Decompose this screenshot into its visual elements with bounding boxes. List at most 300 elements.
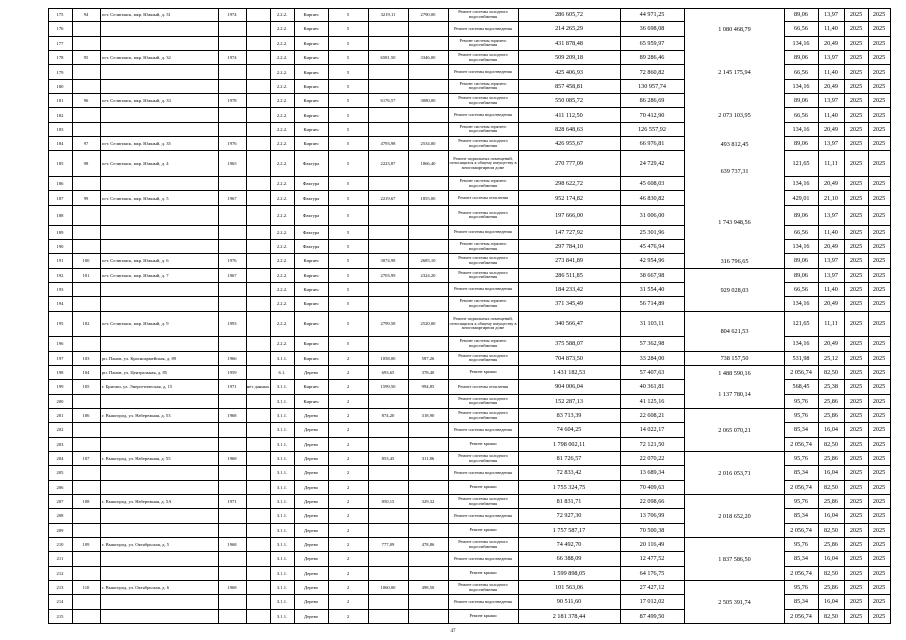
cell-address <box>100 123 218 136</box>
cell-address: г. Вышгород, ул. Набережная, д. 55 <box>102 456 171 462</box>
cell-unit-cost: 13 689,34 <box>639 469 665 477</box>
cell-address <box>100 509 218 522</box>
cell-area-total <box>368 466 408 479</box>
cell-unit-cost: 17 012,02 <box>639 598 665 606</box>
cell-year: 1976 <box>227 141 237 147</box>
cell-area-total: 1599,50 <box>380 384 396 390</box>
cell-floors: 5 <box>346 341 350 347</box>
cell-price-2: 20,49 <box>824 300 838 308</box>
cell-year <box>218 123 246 136</box>
cell-material: Кирпич <box>303 398 319 404</box>
cell-year: 1968 <box>227 542 237 548</box>
cell-price-2: 82,50 <box>824 569 838 577</box>
cell-area-total: 1060,00 <box>380 585 396 591</box>
cell-work-type: Ремонт крыши <box>469 483 497 489</box>
cell-address <box>100 524 218 537</box>
cell-number: 213 <box>56 585 64 591</box>
column-divider <box>620 8 621 624</box>
cell-work-type: Ремонт системы водоотведения <box>454 68 512 74</box>
cell-area-living <box>408 337 448 350</box>
cell-floors: 2 <box>346 456 350 462</box>
cell-floors: 2 <box>346 413 350 419</box>
cell-floors: 2 <box>346 613 350 619</box>
cell-year <box>218 297 246 310</box>
cell-building-total: 2 145 175,94 <box>685 52 784 94</box>
cell-area-living <box>408 297 448 310</box>
cell-area-total <box>368 610 408 623</box>
cell-note <box>246 366 270 379</box>
cell-price-2: 82,50 <box>824 612 838 620</box>
cell-area-total <box>368 423 408 436</box>
cell-year-start: 2025 <box>849 271 863 279</box>
cell-category: 3.1.1. <box>276 441 288 447</box>
cell-price-1: 531,98 <box>792 354 810 362</box>
cell-address <box>100 610 218 623</box>
cell-year: 1968 <box>227 456 237 462</box>
cell-unit-cost: 56 714,89 <box>639 300 665 308</box>
cell-floors: 5 <box>346 55 350 61</box>
cell-year-start: 2025 <box>849 243 863 251</box>
cell-note <box>246 395 270 408</box>
cell-area-living: 587,26 <box>421 355 435 361</box>
cell-price-2: 11,40 <box>824 111 838 119</box>
cell-work-type: Ремонт системы холодного водоснабжения <box>458 138 508 148</box>
cell-price-1: 66,56 <box>794 25 808 33</box>
cell-note <box>246 137 270 150</box>
cell-building-index <box>72 297 100 310</box>
cell-year: 1967 <box>227 195 237 201</box>
cell-cost: 904 006,04 <box>555 383 583 391</box>
cell-price-2: 13,97 <box>824 11 838 19</box>
column-divider <box>890 8 891 624</box>
cell-note <box>246 509 270 522</box>
cell-address <box>100 567 218 580</box>
cell-area-total: 2223,87 <box>380 161 396 167</box>
cell-year <box>218 552 246 565</box>
cell-cost: 1 431 182,53 <box>552 369 586 377</box>
cell-area-total <box>368 438 408 451</box>
cell-year-start: 2025 <box>849 354 863 362</box>
cell-building-total: 2 065 070,21 <box>685 409 784 451</box>
cell-note <box>246 37 270 50</box>
cell-unit-cost: 25 301,96 <box>639 228 665 236</box>
cell-price-1: 121,65 <box>792 320 810 328</box>
cell-material: Дерево <box>304 613 318 619</box>
cell-area-total <box>368 509 408 522</box>
cell-work-type: Ремонт системы отопления <box>458 194 508 200</box>
cell-address: г. Вышгород, ул. Октябрьская, д. 6 <box>102 585 170 591</box>
cell-floors: 5 <box>346 69 350 75</box>
cell-work-type: Ремонт системы холодного водоснабжения <box>458 539 508 549</box>
cell-category: 3.1.1. <box>276 570 288 576</box>
cell-unit-cost: 126 557,92 <box>638 125 666 133</box>
cell-cost: 147 727,92 <box>555 228 583 236</box>
cell-building-total: 1 743 948,56 <box>685 192 784 254</box>
cell-cost: 1 599 898,05 <box>552 569 586 577</box>
cell-area-living <box>408 595 448 608</box>
cell-building-index <box>72 337 100 350</box>
cell-year-end: 2025 <box>872 243 886 251</box>
cell-price-2: 25,86 <box>824 455 838 463</box>
cell-work-type: Ремонт системы холодного водоснабжения <box>458 209 508 220</box>
cell-year-start: 2025 <box>849 469 863 477</box>
cell-price-1: 2 056,74 <box>790 440 812 448</box>
cell-year-end: 2025 <box>872 369 886 377</box>
cell-unit-cost: 12 477,52 <box>639 555 665 563</box>
cell-area-total: 2799,58 <box>380 321 396 327</box>
cell-cost: 83 713,39 <box>556 412 582 420</box>
cell-floors: 2 <box>346 384 350 390</box>
cell-year-end: 2025 <box>872 383 886 391</box>
cell-material: Дерево <box>304 427 318 433</box>
cell-area-total: 3074,98 <box>380 258 396 264</box>
cell-note <box>246 240 270 253</box>
cell-number: 178 <box>56 55 64 61</box>
cell-area-living <box>408 240 448 253</box>
cell-unit-cost: 45 608,03 <box>639 180 665 188</box>
cell-area-living: 3080,00 <box>420 98 436 104</box>
cell-year <box>218 423 246 436</box>
cell-price-1: 95,76 <box>794 584 808 592</box>
cell-cost: 425 406,93 <box>555 68 583 76</box>
cell-area-living <box>408 552 448 565</box>
cell-floors: 5 <box>346 181 350 187</box>
cell-number: 210 <box>56 542 64 548</box>
cell-material: Фактура <box>302 161 320 167</box>
cell-floors: 2 <box>346 513 350 519</box>
cell-building-index: 98 <box>83 161 89 167</box>
cell-year-end: 2025 <box>872 82 886 90</box>
cell-work-type: Ремонт системы горячего водоснабжения <box>459 80 507 91</box>
cell-material: Дерево <box>304 513 318 519</box>
cell-floors: 5 <box>346 141 350 147</box>
cell-year-end: 2025 <box>872 555 886 563</box>
cell-area-total: 874,20 <box>381 413 395 419</box>
cell-address: пгт. Селигинск, мкр. Южный, д. 33 <box>102 98 171 104</box>
cell-floors: 5 <box>346 287 350 293</box>
cell-number: 180 <box>56 83 64 89</box>
cell-area-living: 994,85 <box>421 384 435 390</box>
column-divider <box>868 8 869 624</box>
cell-floors: 5 <box>346 126 350 132</box>
cell-year-start: 2025 <box>849 526 863 534</box>
cell-work-type: Ремонт системы холодного водоснабжения <box>458 9 508 19</box>
cell-year-start: 2025 <box>849 397 863 405</box>
cell-category: 2.2.2. <box>276 301 288 307</box>
cell-year <box>218 226 246 239</box>
cell-year-start: 2025 <box>849 320 863 328</box>
cell-unit-cost: 20 116,49 <box>639 541 665 549</box>
cell-year-end: 2025 <box>872 25 886 33</box>
cell-cost: 411 112,50 <box>555 111 583 119</box>
cell-area-living <box>408 226 448 239</box>
cell-work-type: Ремонт системы холодного водоснабжения <box>458 496 508 506</box>
cell-building-index: 100 <box>82 258 90 264</box>
cell-cost: 72 833,42 <box>556 469 582 477</box>
cell-material: Дерево <box>304 599 318 605</box>
cell-year: 1968 <box>227 413 237 419</box>
cell-year-end: 2025 <box>872 211 886 219</box>
cell-category: 2.2.2. <box>276 321 288 327</box>
cell-area-living <box>408 466 448 479</box>
cell-area-living <box>408 423 448 436</box>
cell-price-2: 11,40 <box>824 68 838 76</box>
cell-price-2: 20,49 <box>824 243 838 251</box>
cell-note <box>246 481 270 494</box>
column-divider <box>328 8 329 624</box>
cell-work-type: Ремонт системы холодного водоснабжения <box>458 582 508 592</box>
cell-year-end: 2025 <box>872 412 886 420</box>
cell-year: 1959 <box>227 370 237 376</box>
cell-cost: 286 605,72 <box>555 11 583 19</box>
cell-unit-cost: 57 407,63 <box>639 369 665 377</box>
cell-work-type: Ремонт крыши <box>469 570 497 575</box>
cell-category: 2.2.2. <box>276 83 288 89</box>
cell-year: 1974 <box>227 55 237 61</box>
cell-category: 6.1. <box>278 370 286 376</box>
cell-price-1: 429,01 <box>792 194 810 202</box>
cell-unit-cost: 64 176,75 <box>639 569 665 577</box>
cell-number: 201 <box>56 413 64 419</box>
cell-price-2: 25,86 <box>824 584 838 592</box>
cell-building-index <box>72 108 100 121</box>
cell-price-2: 25,86 <box>824 397 838 405</box>
cell-year <box>218 481 246 494</box>
cell-area-total: 693,65 <box>381 370 395 376</box>
cell-floors: 5 <box>346 98 350 104</box>
cell-unit-cost: 70 409,63 <box>639 483 665 491</box>
cell-year <box>218 395 246 408</box>
cell-area-living: 2324,20 <box>420 272 436 278</box>
cell-material: Кирпич <box>303 112 319 118</box>
cell-note <box>246 226 270 239</box>
cell-note <box>246 177 270 190</box>
column-divider <box>218 8 219 624</box>
cell-floors: 2 <box>346 599 350 605</box>
cell-material: Дерево <box>304 527 318 533</box>
cell-year <box>218 524 246 537</box>
cell-building-index <box>72 466 100 479</box>
cell-building-total: 929 028,03 <box>685 269 784 311</box>
cell-year-end: 2025 <box>872 257 886 265</box>
cell-material: Фактура <box>302 244 320 250</box>
cell-price-1: 89,06 <box>794 271 808 279</box>
cell-price-2: 82,50 <box>824 483 838 491</box>
cell-year <box>218 177 246 190</box>
cell-year-start: 2025 <box>849 498 863 506</box>
cell-cost: 704 873,50 <box>555 354 583 362</box>
cell-material: Кирпич <box>303 40 319 46</box>
cell-building-total: 738 157,50 <box>685 352 784 365</box>
cell-price-2: 11,40 <box>824 25 838 33</box>
cell-year-start: 2025 <box>849 211 863 219</box>
cell-area-living <box>408 567 448 580</box>
cell-building-index: 94 <box>83 12 89 18</box>
cell-building-total: 804 621,53 <box>685 312 784 351</box>
cell-price-1: 134,16 <box>792 82 810 90</box>
cell-floors: 5 <box>346 258 350 264</box>
cell-price-1: 89,06 <box>794 140 808 148</box>
cell-work-type: Ремонт системы горячего водоснабжения <box>459 178 507 188</box>
cell-area-total: 2703,99 <box>380 272 396 278</box>
cell-note <box>246 495 270 508</box>
cell-number: 206 <box>56 484 64 490</box>
cell-year <box>218 509 246 522</box>
cell-year <box>218 65 246 78</box>
cell-unit-cost: 22 098,66 <box>639 498 665 506</box>
cell-cost: 375 588,07 <box>555 340 583 348</box>
cell-number: 188 <box>56 212 64 218</box>
cell-price-1: 568,45 <box>792 383 810 391</box>
cell-price-2: 16,04 <box>824 512 838 520</box>
cell-building-index: 99 <box>83 195 89 201</box>
cell-category: 2.2.2. <box>276 181 288 187</box>
cell-area-living <box>408 283 448 296</box>
cell-year: 1965 <box>227 161 237 167</box>
cell-area-total <box>368 37 408 50</box>
cell-unit-cost: 65 959,97 <box>639 39 665 47</box>
cell-address: пгт. Селигинск, мкр. Южный, д. 4 <box>102 161 169 167</box>
cell-unit-cost: 72 860,82 <box>639 68 665 76</box>
cell-cost: 81 831,71 <box>556 498 582 506</box>
cell-year-start: 2025 <box>849 39 863 47</box>
cell-number: 187 <box>56 195 64 201</box>
cell-material: Кирпич <box>303 287 319 293</box>
cell-year-start: 2025 <box>849 426 863 434</box>
cell-unit-cost: 66 976,81 <box>639 140 665 148</box>
cell-number: 190 <box>56 244 64 250</box>
cell-note <box>246 595 270 608</box>
cell-building-index <box>72 123 100 136</box>
cell-year-end: 2025 <box>872 426 886 434</box>
cell-work-type: Ремонт системы холодного водоснабжения <box>458 410 508 420</box>
cell-unit-cost: 33 284,00 <box>639 354 665 362</box>
cell-number: 207 <box>56 499 64 505</box>
cell-area-total <box>368 283 408 296</box>
cell-price-1: 95,76 <box>794 541 808 549</box>
cell-price-2: 13,97 <box>824 211 838 219</box>
cell-note <box>246 524 270 537</box>
cell-number: 175 <box>56 12 64 18</box>
cell-building-index <box>72 240 100 253</box>
cell-year <box>218 206 246 225</box>
cell-price-1: 89,06 <box>794 11 808 19</box>
cell-area-living <box>408 524 448 537</box>
cell-work-type: Ремонт крыши <box>469 440 497 446</box>
cell-price-1: 2 056,74 <box>790 483 812 491</box>
cell-year-start: 2025 <box>849 300 863 308</box>
cell-floors: 2 <box>346 370 350 376</box>
cell-year: 1976 <box>227 258 237 264</box>
cell-price-1: 134,16 <box>792 39 810 47</box>
cell-area-total <box>368 22 408 35</box>
cell-building-total: 1 488 590,16 <box>685 366 784 379</box>
cell-year-start: 2025 <box>849 440 863 448</box>
cell-year-end: 2025 <box>872 469 886 477</box>
cell-year <box>218 567 246 580</box>
cell-area-total <box>368 595 408 608</box>
cell-price-2: 11,11 <box>824 320 838 328</box>
cell-category: 3.1.1. <box>276 398 288 404</box>
cell-category: 3.1.1. <box>276 484 288 490</box>
cell-note <box>246 51 270 64</box>
cell-year-end: 2025 <box>872 125 886 133</box>
cell-price-2: 82,50 <box>824 369 838 377</box>
cell-year: 1971 <box>227 384 237 390</box>
cell-year <box>218 438 246 451</box>
cell-floors: 5 <box>346 26 350 32</box>
cell-category: 3.1.1. <box>276 527 288 533</box>
cell-area-living <box>408 80 448 93</box>
cell-category: 2.2.2. <box>276 341 288 347</box>
cell-building-total: 2 505 391,74 <box>685 581 784 623</box>
cell-number: 182 <box>56 112 64 118</box>
cell-note: нет данных <box>246 384 270 390</box>
cell-year <box>218 283 246 296</box>
cell-address <box>100 240 218 253</box>
cell-material: Кирпич <box>303 341 319 347</box>
cell-work-type: Ремонт системы водоотведения <box>454 598 512 604</box>
cell-note <box>246 65 270 78</box>
cell-unit-cost: 45 476,94 <box>639 243 665 251</box>
cell-floors: 2 <box>346 570 350 576</box>
cell-cost: 431 878,48 <box>555 39 583 47</box>
cell-year-start: 2025 <box>849 111 863 119</box>
cell-work-type: Ремонт подвальных помещений, относящихся к общему имуществу в многоквартирном доме <box>449 316 517 331</box>
cell-year-end: 2025 <box>872 111 886 119</box>
cell-material: Дерево <box>304 370 318 376</box>
cell-cost: 1 755 324,75 <box>552 483 586 491</box>
cell-year-start: 2025 <box>849 25 863 33</box>
cell-material: Кирпич <box>303 55 319 61</box>
column-divider <box>270 8 271 624</box>
cell-price-2: 16,04 <box>824 555 838 563</box>
cell-year-start: 2025 <box>849 512 863 520</box>
cell-note <box>246 610 270 623</box>
cell-address: г. Вышгород, ул. Октябрьская, д. 5 <box>102 542 170 548</box>
cell-building-index <box>72 22 100 35</box>
cell-building-index: 105 <box>82 384 90 390</box>
column-divider <box>844 8 845 624</box>
cell-area-total: 4793,98 <box>380 141 396 147</box>
cell-year <box>218 108 246 121</box>
cell-year-start: 2025 <box>849 340 863 348</box>
cell-number: 191 <box>56 258 64 264</box>
cell-number: 211 <box>56 556 64 562</box>
cell-address: г. Бриташ, ул. Энергетическая, д. 15 <box>102 384 173 390</box>
cell-price-2: 20,49 <box>824 340 838 348</box>
cell-price-2: 11,40 <box>824 286 838 294</box>
cell-cost: 298 622,72 <box>555 180 583 188</box>
cell-area-living <box>408 206 448 225</box>
cell-year-start: 2025 <box>849 228 863 236</box>
cell-work-type: Ремонт системы водоотведения <box>454 512 512 518</box>
cell-address <box>100 80 218 93</box>
cell-floors: 2 <box>346 441 350 447</box>
cell-work-type: Ремонт системы водоотведения <box>454 426 512 432</box>
cell-number: 181 <box>56 98 64 104</box>
cell-year: 1966 <box>227 355 237 361</box>
cell-building-total: 1 137 780,14 <box>685 381 784 409</box>
cell-note <box>246 538 270 551</box>
cell-cost: 426 955,67 <box>555 140 583 148</box>
cell-material: Кирпич <box>303 384 319 390</box>
cell-year <box>218 37 246 50</box>
cell-material: Кирпич <box>303 12 319 18</box>
cell-cost: 1 798 002,11 <box>552 440 586 448</box>
cell-category: 2.2.2. <box>276 212 288 218</box>
column-divider <box>518 8 519 624</box>
